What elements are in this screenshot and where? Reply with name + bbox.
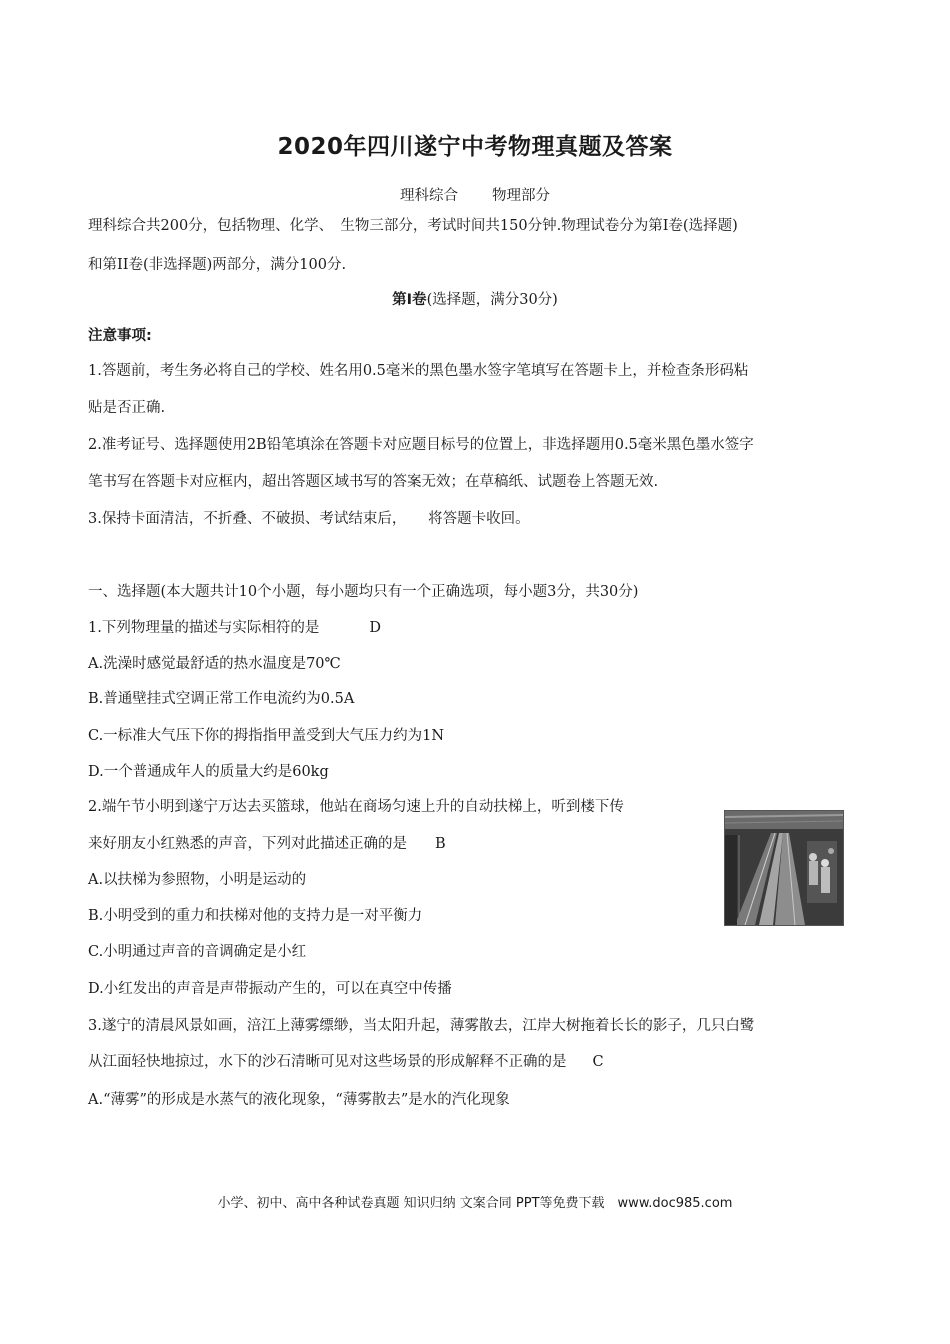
intro-line-2: 和第II卷(非选择题)两部分，满分100分. bbox=[88, 257, 347, 273]
note-3: 3.保持卡面清洁，不折叠、不破损、考试结束后， 将答题卡收回。 bbox=[88, 511, 530, 527]
q3-stem-text: 从江面轻快地掠过，水下的沙石清晰可见对这些场景的形成解释不正确的是 bbox=[88, 1054, 567, 1070]
q1-answer: D bbox=[369, 620, 381, 636]
q2-stem-text: 来好朋友小红熟悉的声音，下列对此描述正确的是 bbox=[88, 836, 407, 852]
q3-option-a: A.“薄雾”的形成是水蒸气的液化现象，“薄雾散去”是水的汽化现象 bbox=[88, 1092, 510, 1108]
escalator-photo bbox=[724, 810, 844, 926]
q1-stem bbox=[88, 618, 381, 638]
notes-heading: 注意事项: bbox=[88, 328, 152, 344]
q3-stem-line-1: 3.遂宁的清晨风景如画，涪江上薄雾缥缈，当太阳升起，薄雾散去，江岸大树拖着长长的影子，几只白鹭 bbox=[88, 1018, 755, 1034]
section-heading-rest: (选择题，满分30分) bbox=[426, 292, 558, 308]
q2-answer: B bbox=[435, 836, 446, 852]
q2-option-a: A.以扶梯为参照物，小明是运动的 bbox=[88, 872, 307, 888]
note-1-line-2: 贴是否正确. bbox=[88, 400, 166, 416]
note-2-line-1: 2.准考证号、选择题使用2B铅笔填涂在答题卡对应题目标号的位置上，非选择题用0.5毫米黑色墨水签字 bbox=[88, 437, 754, 453]
q1-stem-text: 1.下列物理量的描述与实际相符的是 bbox=[88, 620, 320, 636]
intro-line-1: 理科综合共200分，包括物理、化学、 生物三部分，考试时间共150分钟.物理试卷分为第I卷(选择题) bbox=[88, 218, 738, 234]
q2-option-c: C.小明通过声音的音调确定是小红 bbox=[88, 944, 307, 960]
q2-stem-line-2 bbox=[88, 834, 446, 854]
q1-option-a: A.洗澡时感觉最舒适的热水温度是70℃ bbox=[88, 656, 341, 672]
subtitle bbox=[0, 184, 950, 205]
section-heading-bold: 第I卷 bbox=[392, 292, 427, 308]
q2-option-b: B.小明受到的重力和扶梯对他的支持力是一对平衡力 bbox=[88, 908, 423, 924]
q1-option-c: C.一标准大气压下你的拇指指甲盖受到大气压力约为1N bbox=[88, 728, 445, 744]
section-heading bbox=[0, 290, 950, 310]
note-1-line-1: 1.答题前，考生务必将自己的学校、姓名用0.5毫米的黑色墨水签字笔填写在答题卡上，并检查条形码粘 bbox=[88, 363, 749, 379]
subtitle-subject: 理科综合 bbox=[400, 188, 458, 204]
page-title: 2020年四川遂宁中考物理真题及答案 bbox=[277, 134, 673, 160]
q2-stem-line-1: 2.端午节小明到遂宁万达去买篮球，他站在商场匀速上升的自动扶梯上，听到楼下传 bbox=[88, 799, 624, 815]
subtitle-part: 物理部分 bbox=[492, 188, 550, 204]
footer-text: 小学、初中、高中各种试卷真题 知识归纳 文案合同 PPT等免费下载 www.doc985.com bbox=[217, 1196, 733, 1211]
q3-stem-line-2 bbox=[88, 1052, 604, 1072]
q3-answer: C bbox=[592, 1054, 604, 1070]
q2-option-d: D.小红发出的声音是声带振动产生的，可以在真空中传播 bbox=[88, 981, 452, 997]
escalator-photo-drawing bbox=[725, 811, 843, 925]
note-2-line-2: 笔书写在答题卡对应框内，超出答题区域书写的答案无效；在草稿纸、试题卷上答题无效. bbox=[88, 474, 659, 490]
q1-option-d: D.一个普通成年人的质量大约是60kg bbox=[88, 764, 329, 780]
part1-heading: 一、选择题(本大题共计10个小题，每小题均只有一个正确选项，每小题3分，共30分) bbox=[88, 584, 639, 600]
q1-option-b: B.普通壁挂式空调正常工作电流约为0.5A bbox=[88, 691, 355, 707]
